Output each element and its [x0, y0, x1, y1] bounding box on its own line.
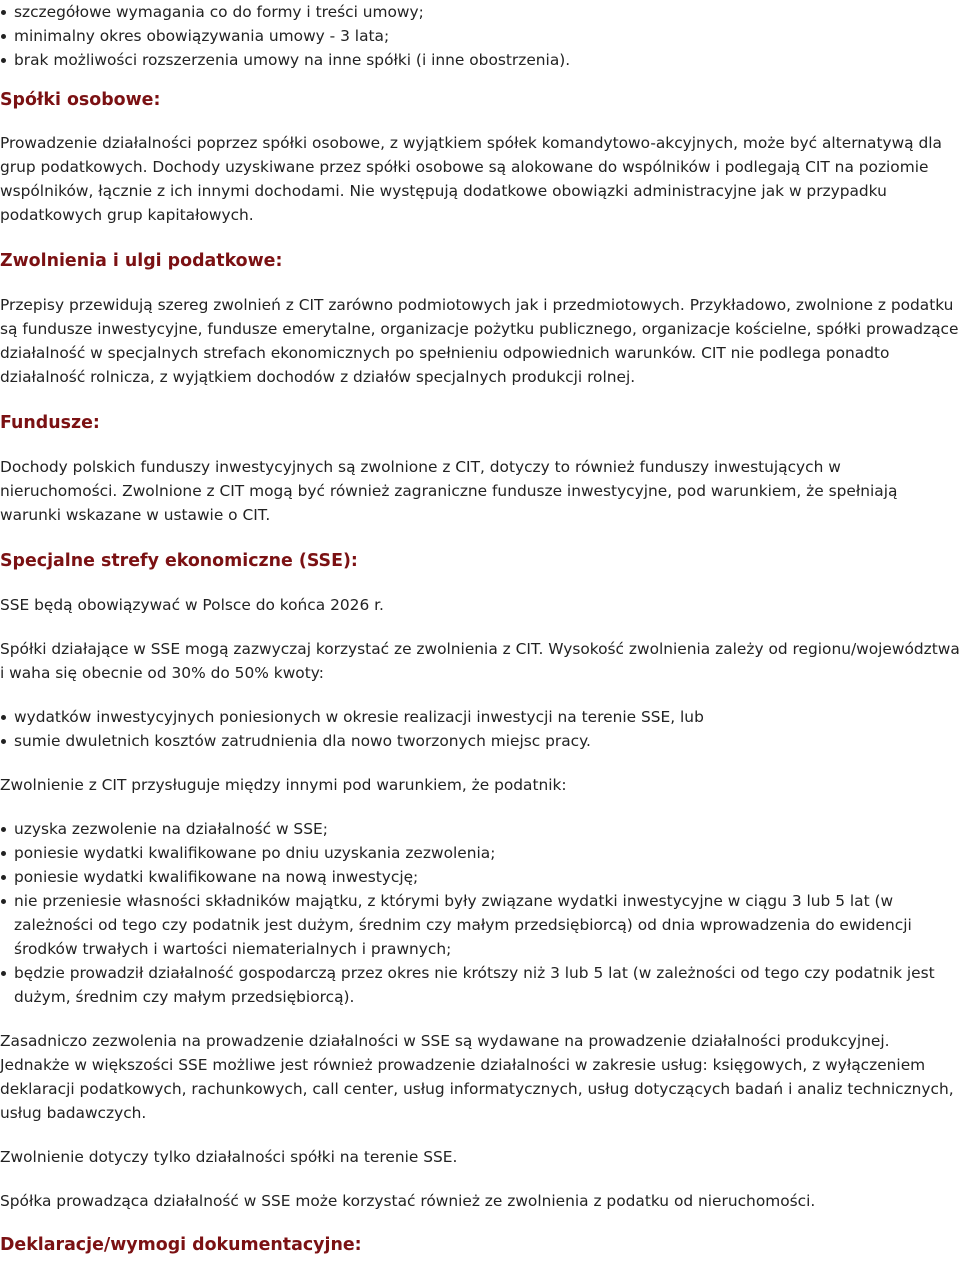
- list-item: poniesie wydatki kwalifikowane na nową inwestycję;: [0, 865, 960, 889]
- section-heading-deklaracje: Deklaracje/wymogi dokumentacyjne:: [0, 1235, 362, 1255]
- section-heading-zwolnienia: Zwolnienia i ulgi podatkowe:: [0, 251, 283, 271]
- list-item: sumie dwuletnich kosztów zatrudnienia dla nowo tworzonych miejsc pracy.: [0, 729, 960, 753]
- paragraph-sse-6: Spółka prowadząca działalność w SSE może korzystać również ze zwolnienia z podatku od nieruchomości.: [0, 1192, 816, 1210]
- list-item: minimalny okres obowiązywania umowy - 3 lata;: [0, 24, 960, 48]
- sse-conditions-list: [0, 817, 960, 1009]
- list-item: wydatków inwestycyjnych poniesionych w okresie realizacji inwestycji na terenie SSE, lub: [0, 705, 960, 729]
- section-heading-fundusze: Fundusze:: [0, 413, 100, 433]
- paragraph-sse-1: SSE będą obowiązywać w Polsce do końca 2026 r.: [0, 596, 384, 614]
- paragraph-sse-3: Zwolnienie z CIT przysługuje między innymi pod warunkiem, że podatnik:: [0, 776, 567, 794]
- paragraph-zwolnienia: Przepisy przewidują szereg zwolnień z CIT zarówno podmiotowych jak i przedmiotowych. Przykładowo, zwolnione z podatku są fundusze inwestycyjne, fundusze emerytalne, organizacje pożytku publicznego, organizacje kościelne, spółki prowadzące działalność w specjalnych strefach ekonomicznych po spełnieniu odpowiednich warunków. CIT nie podlega ponadto działalność rolnicza, z wyjątkiem dochodów z działów specjalnych produkcji rolnej.: [0, 296, 959, 386]
- paragraph-sse-4: Zasadniczo zezwolenia na prowadzenie działalności w SSE są wydawane na prowadzenie działalności produkcyjnej. Jednakże w większości SSE możliwe jest również prowadzenie działalności w zakresie usług: księgowych, z wyłączeniem deklaracji podatkowych, rachunkowych, call center, usług informatycznych, usług dotyczących badań i analiz technicznych, usług badawczych.: [0, 1032, 954, 1122]
- list-item: brak możliwości rozszerzenia umowy na inne spółki (i inne obostrzenia).: [0, 48, 960, 72]
- requirements-list: [0, 0, 960, 72]
- paragraph-sse-2: Spółki działające w SSE mogą zazwyczaj korzystać ze zwolnienia z CIT. Wysokość zwolnienia zależy od regionu/województwa i waha się obecnie od 30% do 50% kwoty:: [0, 640, 960, 682]
- paragraph-fundusze: Dochody polskich funduszy inwestycyjnych są zwolnione z CIT, dotyczy to również funduszy inwestujących w nieruchomości. Zwolnione z CIT mogą być również zagraniczne fundusze inwestycyjne, pod warunkiem, że spełniają warunki wskazane w ustawie o CIT.: [0, 458, 898, 524]
- list-item: będzie prowadził działalność gospodarczą przez okres nie krótszy niż 3 lub 5 lat (w zależności od tego czy podatnik jest dużym, średnim czy małym przedsiębiorcą).: [0, 961, 960, 1009]
- list-item: uzyska zezwolenie na działalność w SSE;: [0, 817, 960, 841]
- section-heading-sse: Specjalne strefy ekonomiczne (SSE):: [0, 551, 358, 571]
- sse-expenses-list: [0, 705, 960, 753]
- paragraph-sse-5: Zwolnienie dotyczy tylko działalności spółki na terenie SSE.: [0, 1148, 458, 1166]
- paragraph-spolki-osobowe: Prowadzenie działalności poprzez spółki osobowe, z wyjątkiem spółek komandytowo-akcyjnych, może być alternatywą dla grup podatkowych. Dochody uzyskiwane przez spółki osobowe są alokowane do wspólników i podlegają CIT na poziomie wspólników, łącznie z ich innymi dochodami. Nie występują dodatkowe obowiązki administracyjne jak w przypadku podatkowych grup kapitałowych.: [0, 134, 942, 224]
- list-item: poniesie wydatki kwalifikowane po dniu uzyskania zezwolenia;: [0, 841, 960, 865]
- list-item: nie przeniesie własności składników majątku, z którymi były związane wydatki inwestycyjne w ciągu 3 lub 5 lat (w zależności od tego czy podatnik jest dużym, średnim czy małym przedsiębiorcą) od dnia wprowadzenia do ewidencji środków trwałych i wartości niematerialnych i prawnych;: [0, 889, 960, 961]
- list-item: szczegółowe wymagania co do formy i treści umowy;: [0, 0, 960, 24]
- section-heading-spolki-osobowe: Spółki osobowe:: [0, 90, 161, 110]
